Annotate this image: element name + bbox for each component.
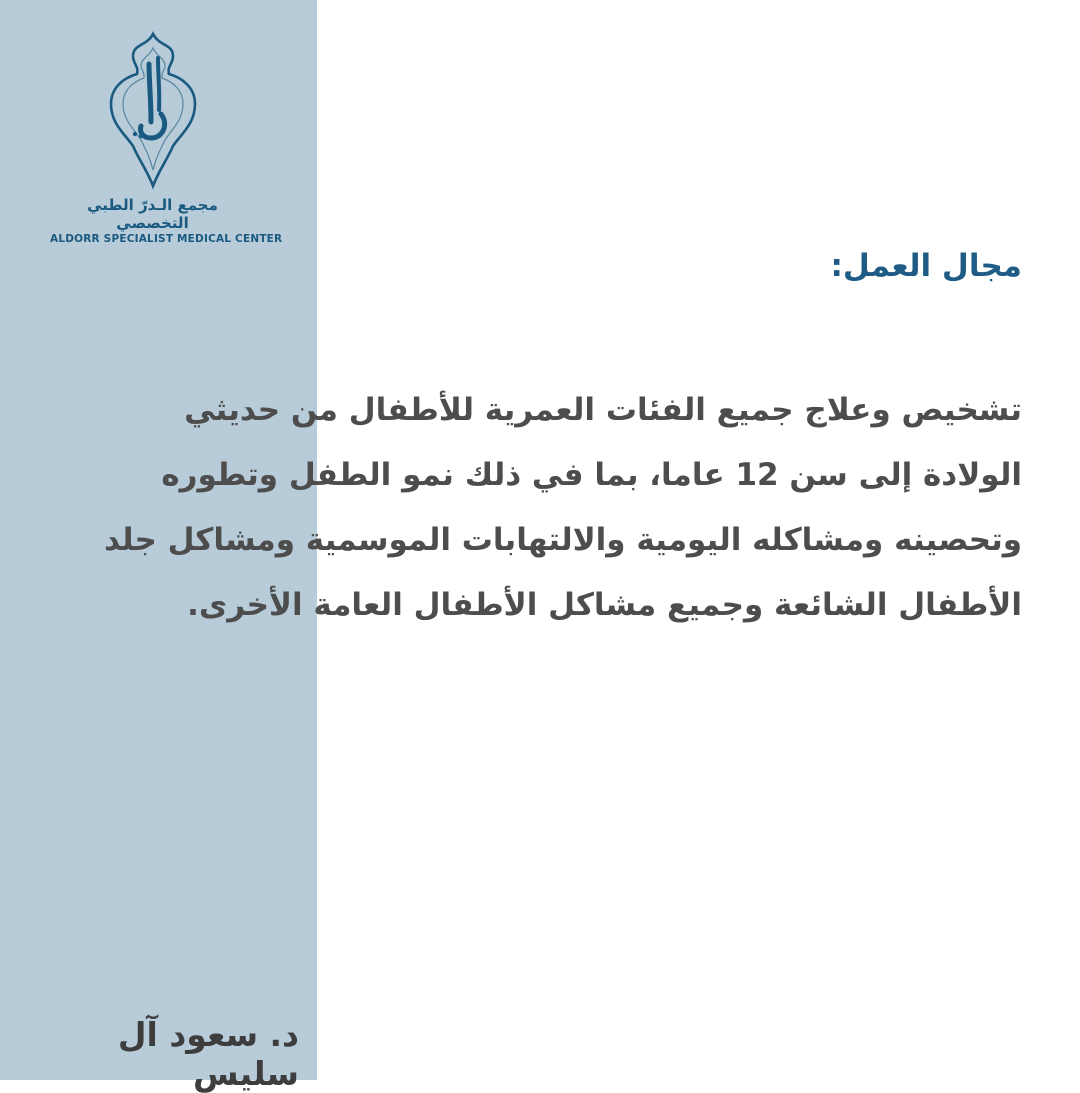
description-line: وتحصينه ومشاكله اليومية والالتهابات الموسمية ومشاكل جلد — [103, 522, 1022, 558]
logo-name-arabic: مجمع الـدرّ الطبي التخصصي — [87, 196, 218, 232]
logo-name-english: ALDORR SPECIALIST MEDICAL CENTER — [50, 233, 283, 245]
description-line: تشخيص وعلاج جميع الفئات العمرية للأطفال من حديثي — [184, 392, 1022, 428]
description-line: الولادة إلى سن 12 عاما، بما في ذلك نمو الطفل وتطوره — [161, 457, 1022, 493]
logo-emblem-icon — [103, 30, 203, 190]
description-line: الأطفال الشائعة وجميع مشاكل الأطفال العامة الأخرى. — [187, 587, 1022, 623]
description-paragraph — [32, 378, 1022, 638]
section-title: مجال العمل: — [830, 248, 1022, 284]
doctor-name: د. سعود آل سليس — [117, 1015, 299, 1093]
clinic-logo — [50, 30, 283, 245]
